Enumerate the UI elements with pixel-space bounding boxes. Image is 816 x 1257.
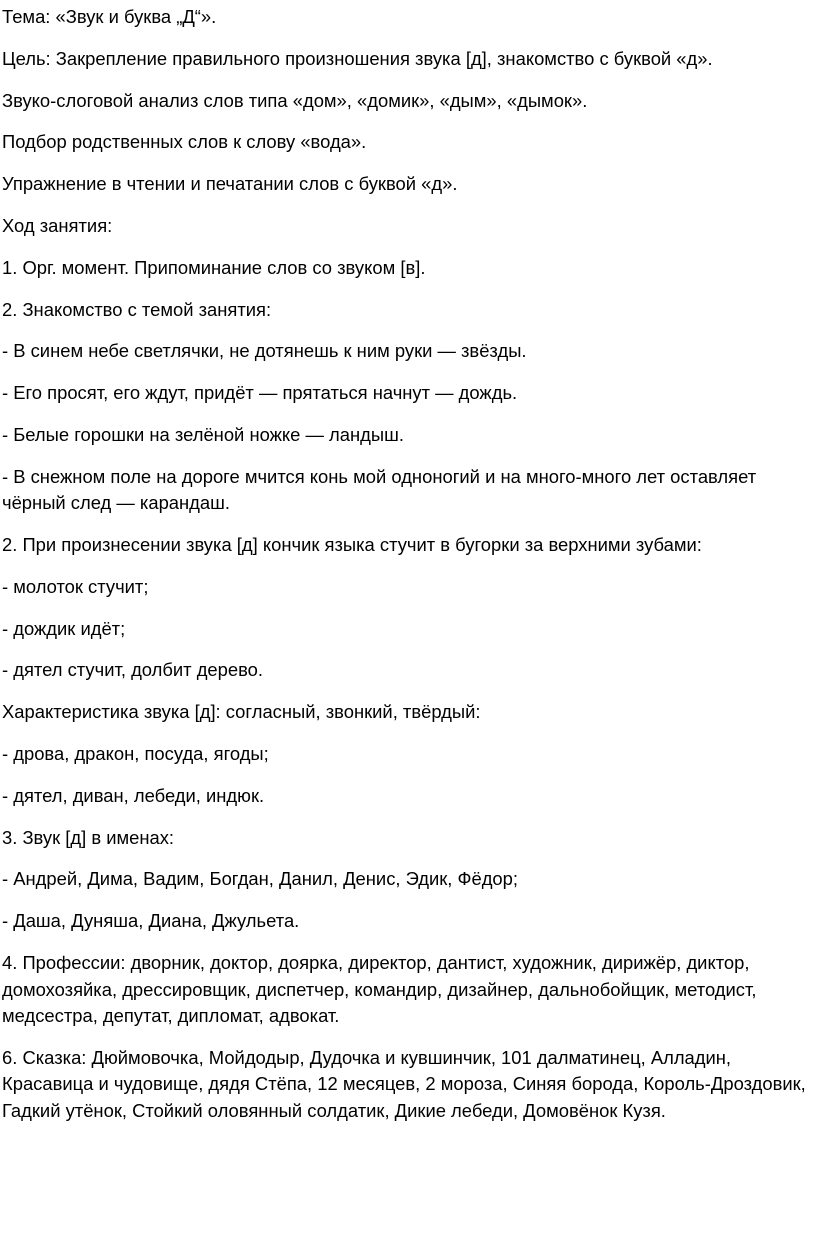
step-3-names: 3. Звук [д] в именах: bbox=[2, 826, 175, 848]
goal-item-related-words: Подбор родственных слов к слову «вода». bbox=[2, 131, 367, 153]
lesson-heading: Ход занятия: bbox=[2, 214, 113, 236]
riddle-lily: - Белые горошки на зелёной ножке — ландыш. bbox=[2, 423, 404, 445]
words-list-1: - дрова, дракон, посуда, ягоды; bbox=[2, 743, 269, 765]
list-item-rain: - дождик идёт; bbox=[2, 617, 126, 639]
goal-item-reading: Упражнение в чтении и печатании слов с буквой «д». bbox=[2, 173, 458, 195]
riddle-stars: - В синем небе светлячки, не дотянешь к ним руки — звёзды. bbox=[2, 340, 527, 362]
goal-line: Цель: Закрепление правильного произношения звука [д], знакомство с буквой «д». bbox=[2, 47, 713, 69]
topic-line: Тема: «Звук и буква „Д“». bbox=[2, 6, 217, 27]
step-2-pronunciation: 2. При произнесении звука [д] кончик языка стучит в бугорки за верхними зубами: bbox=[2, 534, 702, 556]
riddle-rain: - Его просят, его ждут, придёт — прятаться начнут — дождь. bbox=[2, 382, 518, 404]
names-male: - Андрей, Дима, Вадим, Богдан, Данил, Денис, Эдик, Фёдор; bbox=[2, 868, 518, 890]
step-4-professions: 4. Профессии: дворник, доктор, доярка, директор, дантист, художник, дирижёр, диктор, домохозяйка, дрессировщик, диспетчер, командир, дизайнер, дальнобойщик, методист, медсестра, депутат, дипломат, адвокат. bbox=[2, 952, 757, 1027]
list-item-woodpecker: - дятел стучит, долбит дерево. bbox=[2, 659, 264, 681]
step-2-intro: 2. Знакомство с темой занятия: bbox=[2, 298, 272, 320]
goal-item-analysis: Звуко-слоговой анализ слов типа «дом», «домик», «дым», «дымок». bbox=[2, 89, 588, 111]
step-1: 1. Орг. момент. Припоминание слов со звуком [в]. bbox=[2, 256, 426, 278]
names-female: - Даша, Дуняша, Диана, Джульета. bbox=[2, 910, 300, 932]
riddle-pencil: - В снежном поле на дороге мчится конь мой одноногий и на много-много лет оставляет чёрный след — карандаш. bbox=[2, 465, 757, 514]
step-6-fairy-tales: 6. Сказка: Дюймовочка, Мойдодыр, Дудочка и кувшинчик, 101 далматинец, Алладин, Красавица и чудовище, дядя Стёпа, 12 месяцев, 2 мороза, Синяя борода, Король-Дроздовик, Гадкий утёнок, Стойкий оловянный солдатик, Дикие лебеди, Домовёнок Кузя. bbox=[2, 1046, 806, 1121]
words-list-2: - дятел, диван, лебеди, индюк. bbox=[2, 784, 265, 806]
sound-characteristics: Характеристика звука [д]: согласный, звонкий, твёрдый: bbox=[2, 701, 481, 723]
list-item-hammer: - молоток стучит; bbox=[2, 575, 149, 597]
